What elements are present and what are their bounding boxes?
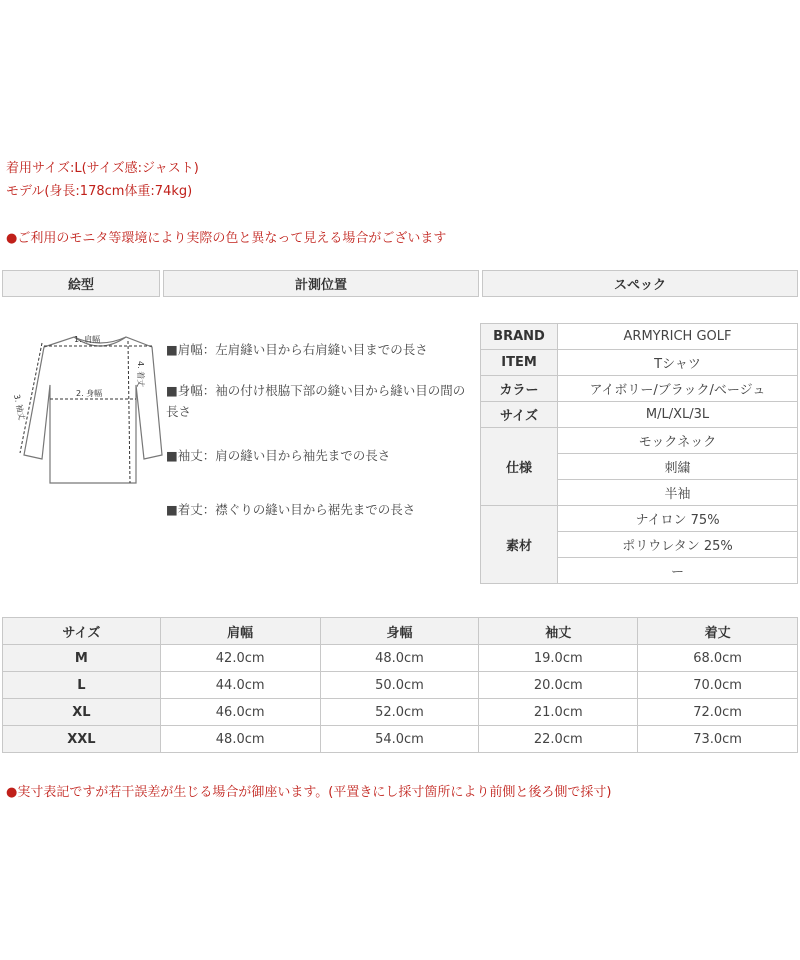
size-cell: 72.0cm bbox=[638, 699, 798, 726]
size-cell: 70.0cm bbox=[638, 672, 798, 699]
size-cell: 50.0cm bbox=[320, 672, 479, 699]
size-cell: 42.0cm bbox=[160, 645, 320, 672]
header-spec: スペック bbox=[482, 270, 798, 297]
spec-size-value: M/L/XL/3L bbox=[558, 402, 798, 428]
size-row-xxl bbox=[3, 726, 798, 753]
spec-color-value: アイボリー/ブラック/ベージュ bbox=[558, 376, 798, 402]
size-cell: 46.0cm bbox=[160, 699, 320, 726]
size-cell-label: XL bbox=[3, 699, 161, 726]
spec-feature-value: モックネック bbox=[558, 428, 798, 454]
size-cell: 48.0cm bbox=[320, 645, 479, 672]
size-cell: 73.0cm bbox=[638, 726, 798, 753]
shoulder-label: 1. 肩幅 bbox=[74, 335, 101, 344]
size-cell-label: L bbox=[3, 672, 161, 699]
shirt-outline bbox=[24, 337, 162, 483]
header-measure-position: 計測位置 bbox=[163, 270, 479, 297]
size-cell: 19.0cm bbox=[479, 645, 638, 672]
body-label: 2. 身幅 bbox=[76, 389, 103, 398]
size-header-cell: 着丈 bbox=[638, 618, 798, 645]
spec-feature-value: 半袖 bbox=[558, 480, 798, 506]
size-header-cell: 身幅 bbox=[320, 618, 479, 645]
spec-row-item bbox=[481, 350, 798, 376]
size-cell: 22.0cm bbox=[479, 726, 638, 753]
spec-row-feature bbox=[481, 428, 798, 454]
size-table bbox=[2, 617, 798, 753]
footer-note: ●実寸表記ですが若干誤差が生じる場合が御座います。(平置きにし採寸箇所により前側と後ろ側で採寸) bbox=[6, 785, 612, 800]
spec-item-label: ITEM bbox=[481, 350, 558, 376]
color-note: ●ご利用のモニタ等環境により実際の色と異なって見える場合がございます bbox=[6, 231, 447, 246]
spec-material-label: 素材 bbox=[481, 506, 558, 584]
size-row-m bbox=[3, 645, 798, 672]
spec-material-value: ナイロン 75% bbox=[558, 506, 798, 532]
size-header-cell: サイズ bbox=[3, 618, 161, 645]
size-cell: 54.0cm bbox=[320, 726, 479, 753]
spec-feature-value: 刺繍 bbox=[558, 454, 798, 480]
header-illustration: 絵型 bbox=[2, 270, 160, 297]
size-cell-label: XXL bbox=[3, 726, 161, 753]
length-measure-line bbox=[128, 341, 130, 483]
spec-material-value: ポリウレタン 25% bbox=[558, 532, 798, 558]
size-cell: 68.0cm bbox=[638, 645, 798, 672]
size-cell: 21.0cm bbox=[479, 699, 638, 726]
spec-row-size bbox=[481, 402, 798, 428]
sleeve-measure-line bbox=[20, 343, 42, 453]
size-cell: 20.0cm bbox=[479, 672, 638, 699]
measure-desc-sleeve: ■袖丈：肩の縫い目から袖先までの長さ bbox=[166, 448, 391, 463]
measure-desc-body: ■身幅：袖の付け根脇下部の縫い目から縫い目の間の長さ bbox=[166, 383, 466, 419]
spec-item-value: Tシャツ bbox=[558, 350, 798, 376]
size-header-cell: 袖丈 bbox=[479, 618, 638, 645]
length-label: 4. 着丈 bbox=[136, 361, 145, 388]
spec-material-value: ー bbox=[558, 558, 798, 584]
size-header-cell: 肩幅 bbox=[160, 618, 320, 645]
size-cell: 52.0cm bbox=[320, 699, 479, 726]
spec-size-label: サイズ bbox=[481, 402, 558, 428]
spec-row-color bbox=[481, 376, 798, 402]
size-cell-label: M bbox=[3, 645, 161, 672]
measure-desc-shoulder: ■肩幅：左肩縫い目から右肩縫い目までの長さ bbox=[166, 342, 428, 357]
sleeve-label: 3. 袖丈 bbox=[12, 393, 27, 422]
size-table-header bbox=[3, 618, 798, 645]
spec-brand-label: BRAND bbox=[481, 324, 558, 350]
size-row-l bbox=[3, 672, 798, 699]
size-row-xl bbox=[3, 699, 798, 726]
spec-row-material bbox=[481, 506, 798, 532]
spec-row-brand bbox=[481, 324, 798, 350]
size-cell: 48.0cm bbox=[160, 726, 320, 753]
shirt-diagram bbox=[2, 325, 167, 495]
spec-feature-label: 仕様 bbox=[481, 428, 558, 506]
spec-brand-value: ARMYRICH GOLF bbox=[558, 324, 798, 350]
wear-size-text: 着用サイズ:L(サイズ感:ジャスト) bbox=[6, 161, 199, 176]
section-header bbox=[2, 270, 798, 297]
spec-table bbox=[480, 323, 798, 584]
model-info-text: モデル(身長:178cm体重:74kg) bbox=[6, 184, 193, 199]
spec-color-label: カラー bbox=[481, 376, 558, 402]
measure-desc-length: ■着丈：襟ぐりの縫い目から裾先までの長さ bbox=[166, 502, 416, 517]
size-cell: 44.0cm bbox=[160, 672, 320, 699]
